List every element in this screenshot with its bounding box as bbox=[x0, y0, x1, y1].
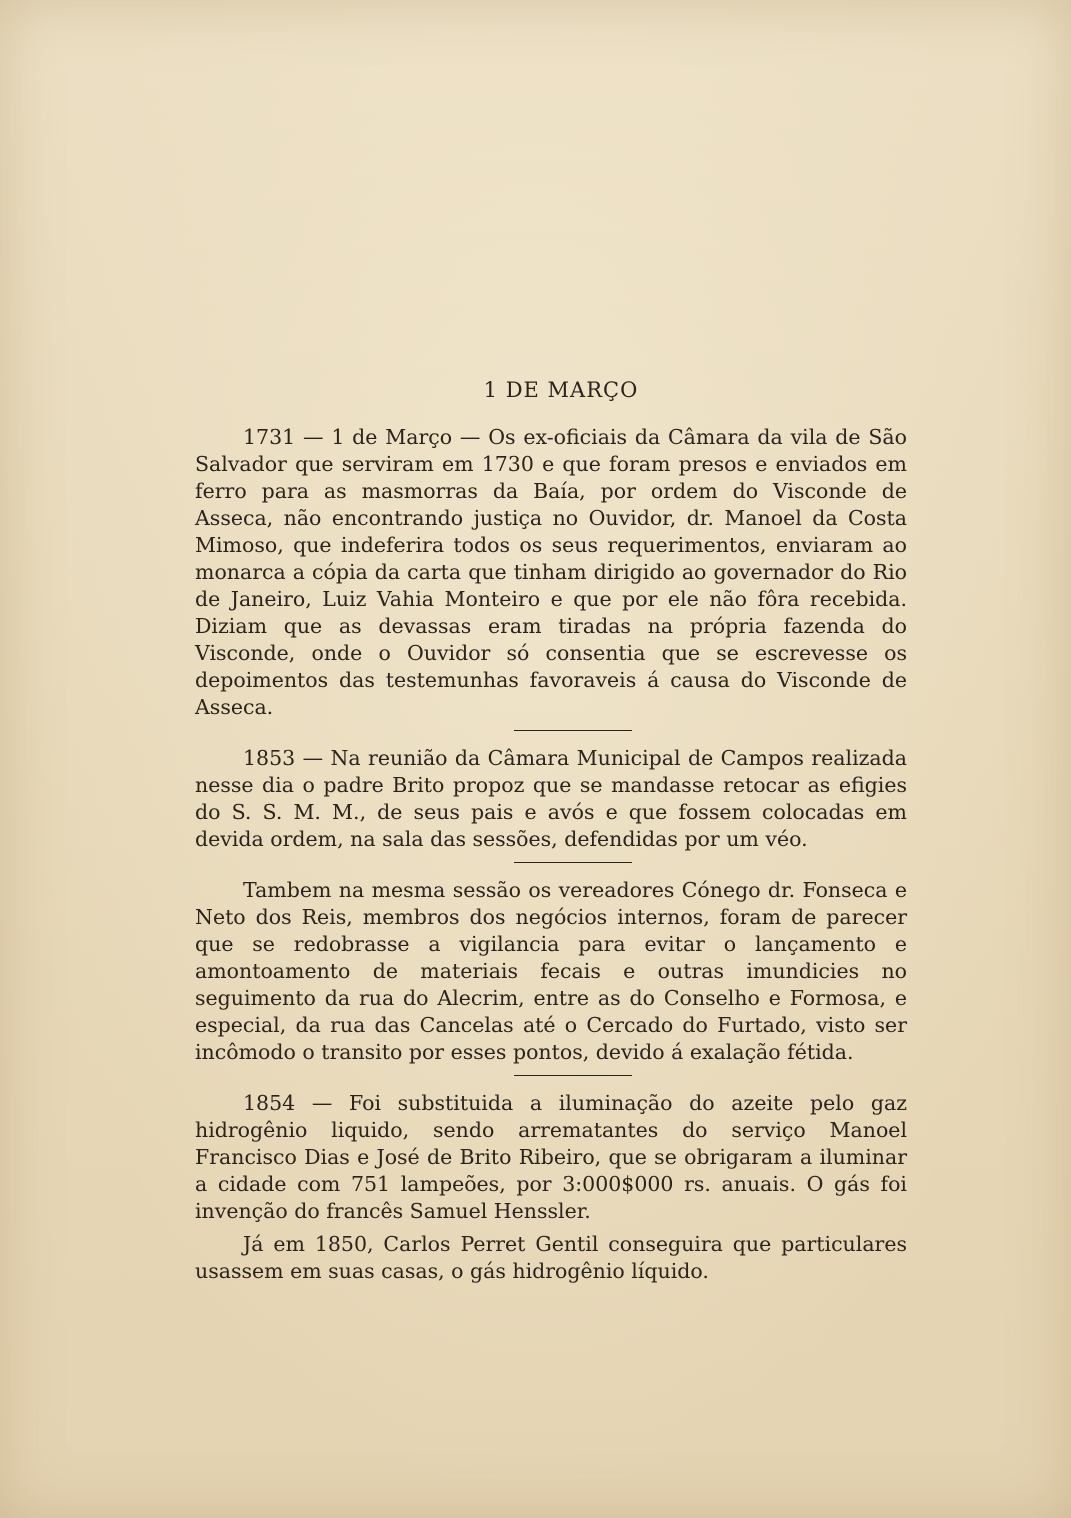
entry-1854: 1854 — Foi substituida a iluminação do azeite pelo gaz hidrogênio liquido, sendo arrematantes do serviço Manoel Francisco Dias e José de Brito Ribeiro, que se obrigaram a iluminar a cidade com 751 lampeões, por 3:000$000 rs. anuais. O gás foi invenção do francês Samuel Henssler. bbox=[195, 1091, 907, 1223]
section-divider bbox=[514, 730, 632, 731]
entry-1731: 1731 — 1 de Março — Os ex-oficiais da Câmara da vila de São Salvador que serviram em 1730 e que foram presos e enviados em ferro para as masmorras da Baía, por ordem do Visconde de Asseca, não encontrando justiça no Ouvidor, dr. Manoel da Costa Mimoso, que indeferira todos os seus requerimentos, enviaram ao monarca a cópia da carta que tinham dirigido ao governador do Rio de Janeiro, Luiz Vahia Monteiro e que por ele não fôra recebida. Diziam que as devassas eram tiradas na própria fazenda do Visconde, onde o Ouvidor só consentia que se escrevesse os depoimentos das testemunhas favoraveis á causa do Visconde de Asseca. bbox=[195, 425, 907, 719]
entry-1853: 1853 — Na reunião da Câmara Municipal de Campos realizada nesse dia o padre Brito propoz que se mandasse retocar as efigies do S. S. M. M., de seus pais e avós e que fossem colocadas em devida ordem, na sala das sessões, defendidas por um véo. bbox=[195, 746, 907, 851]
entry-1850-note: Já em 1850, Carlos Perret Gentil conseguira que particulares usassem em suas casas, o gás hidrogênio líquido. bbox=[195, 1232, 907, 1283]
page-content bbox=[195, 378, 907, 1285]
section-divider bbox=[514, 1075, 632, 1076]
page-title: 1 DE MARÇO bbox=[483, 378, 639, 402]
section-divider bbox=[514, 862, 632, 863]
entry-1853-tambem: Tambem na mesma sessão os vereadores Cónego dr. Fonseca e Neto dos Reis, membros dos negócios internos, foram de parecer que se redobrasse a vigilancia para evitar o lançamento e amontoamento de materiais fecais e outras imundicies no seguimento da rua do Alecrim, entre as do Conselho e Formosa, e especial, da rua das Cancelas até o Cercado do Furtado, visto ser incômodo o transito por esses pontos, devido á exalação fétida. bbox=[195, 878, 907, 1064]
